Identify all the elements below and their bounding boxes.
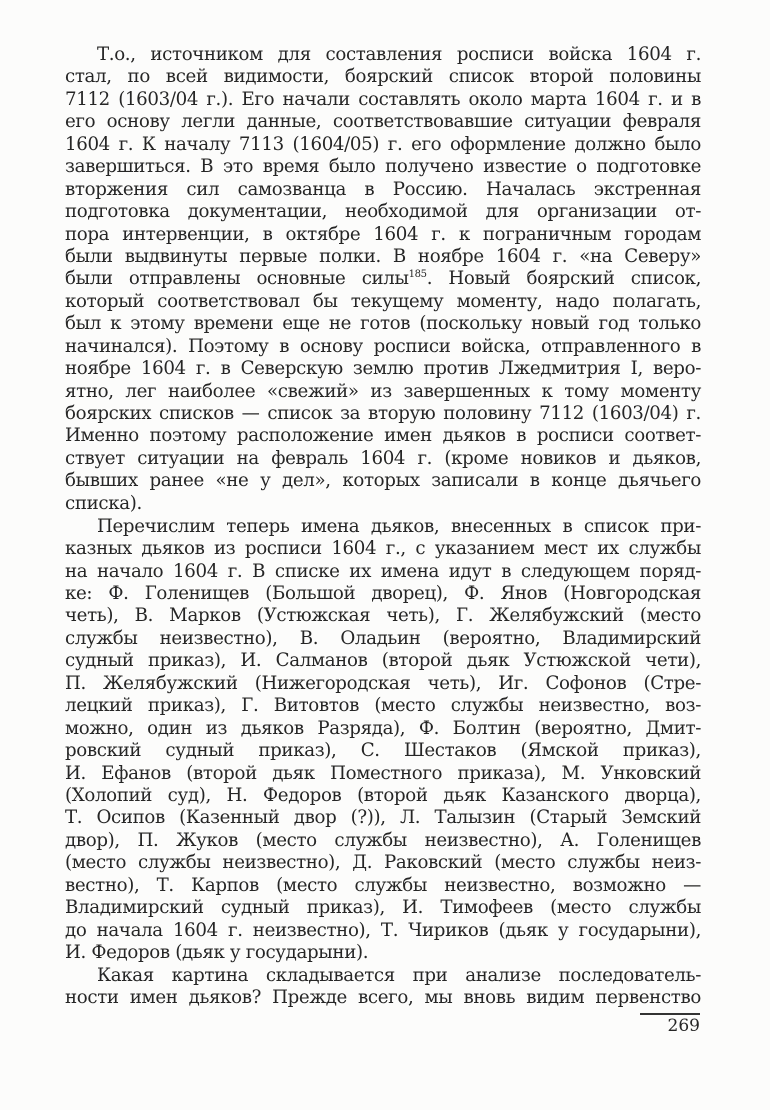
text-line: Т.о., источником для составления росписи войска 1604 г. [97,44,701,65]
text-line: лецкий приказ), Г. Витовтов (место службы неизвестно, воз- [65,695,701,717]
text-line: Перечислим теперь имена дьяков, внесенных в список при- [97,515,701,537]
text-line: можно, один из дьяков Разряда), Ф. Болтин (вероятно, Дмит- [65,717,701,739]
text-line: были выдвинуты первые полки. В ноябре 1604 г. «на Северу» [65,245,701,267]
text-line: И. Ефанов (второй дьяк Поместного приказа), М. Унковский [65,762,701,784]
text-line [65,268,701,290]
text-line: списка). [65,492,142,514]
text-line: П. Желябужский (Нижегородская четь), Иг. Софонов (Стре- [65,672,701,694]
text-line: начинался). Поэтому в основу росписи войска, отправленного в [65,335,701,357]
text-line: боярских списков — список за вторую половину 7112 (1603/04) г. [65,403,701,424]
text-line: бывших ранее «не у дел», которых записали в конце дьячьего [65,470,701,492]
text-line: подготовка документации, необходимой для организации от- [65,201,701,223]
text-line: службы неизвестно), В. Оладьин (вероятно, Владимирский [65,627,701,649]
page-body [65,44,701,1010]
text-line: (место службы неизвестно), Д. Раковский (место службы неиз- [65,852,701,874]
text-line: (Холопий суд), Н. Федоров (второй дьяк Казанского дворца), [65,784,701,806]
text-line: судный приказ), И. Салманов (второй дьяк Устюжской чети), [65,650,701,672]
text-line: ноябре 1604 г. в Северскую землю против Лжедмитрия I, веро- [65,358,701,380]
paragraph [65,516,701,965]
text-line: вторжения сил самозванца в Россию. Началась экстренная [65,178,701,200]
text-line: стал, по всей видимости, боярский список второй половины [65,66,701,88]
text-line: на начало 1604 г. В списке их имена идут в следующем поряд- [65,560,701,582]
text-line: вестно), Т. Карпов (место службы неизвестно, возможно — [65,874,701,896]
text-line: был к этому времени еще не готов (поскольку новый год только [65,313,701,335]
text-line: казных дьяков из росписи 1604 г., с указанием мест их службы [65,538,701,560]
text-line: Именно поэтому расположение имен дьяков в росписи соответ- [65,425,701,447]
text-line: ровский судный приказ), С. Шестаков (Ямской приказ), [65,740,701,762]
page-number: 269 [667,1016,700,1036]
text-line: его основу легли данные, соответствовавшие ситуации февраля [65,111,701,133]
text-line: И. Федоров (дьяк у государыни). [65,942,369,963]
text-line: ке: Ф. Голенищев (Большой дворец), Ф. Янов (Новгородская [65,583,701,604]
text-line: до начала 1604 г. неизвестно), Т. Чириков (дьяк у государыни), [65,919,701,941]
text-line: ствует ситуации на февраль 1604 г. (кроме новиков и дьяков, [65,447,701,469]
text-line: пора интервенции, в октябре 1604 г. к пограничным городам [65,223,701,245]
text-line: ности имен дьяков? Прежде всего, мы вновь видим первенство [65,987,701,1009]
paragraph [65,44,701,515]
footnote-reference[interactable]: 185 [408,269,427,281]
page-number-rule [640,1013,700,1015]
text-line: завершиться. В это время было получено известие о подготовке [65,156,701,178]
text-line: четь), В. Марков (Устюжская четь), Г. Желябужский (место [65,605,701,627]
text-fragment: . Новый боярский список, [426,268,702,290]
text-line: Т. Осипов (Казенный двор (?)), Л. Талызин (Старый Земский [65,807,701,829]
text-line: 7112 (1603/04 г.). Его начали составлять около марта 1604 г. и в [65,88,701,110]
text-line: 1604 г. К началу 7113 (1604/05) г. его оформление должно было [65,133,701,155]
text-line: ятно, лег наиболее «свежий» из завершенных к тому моменту [65,380,701,402]
text-fragment: были отправлены основные силы [65,268,409,290]
paragraph [65,965,701,1010]
text-line: двор), П. Жуков (место службы неизвестно), А. Голенищев [65,829,701,851]
text-line: Какая картина складывается при анализе последователь- [97,964,701,986]
text-line: Владимирский судный приказ), И. Тимофеев (место службы [65,897,701,919]
text-line: который соответствовал бы текущему моменту, надо полагать, [65,290,701,312]
